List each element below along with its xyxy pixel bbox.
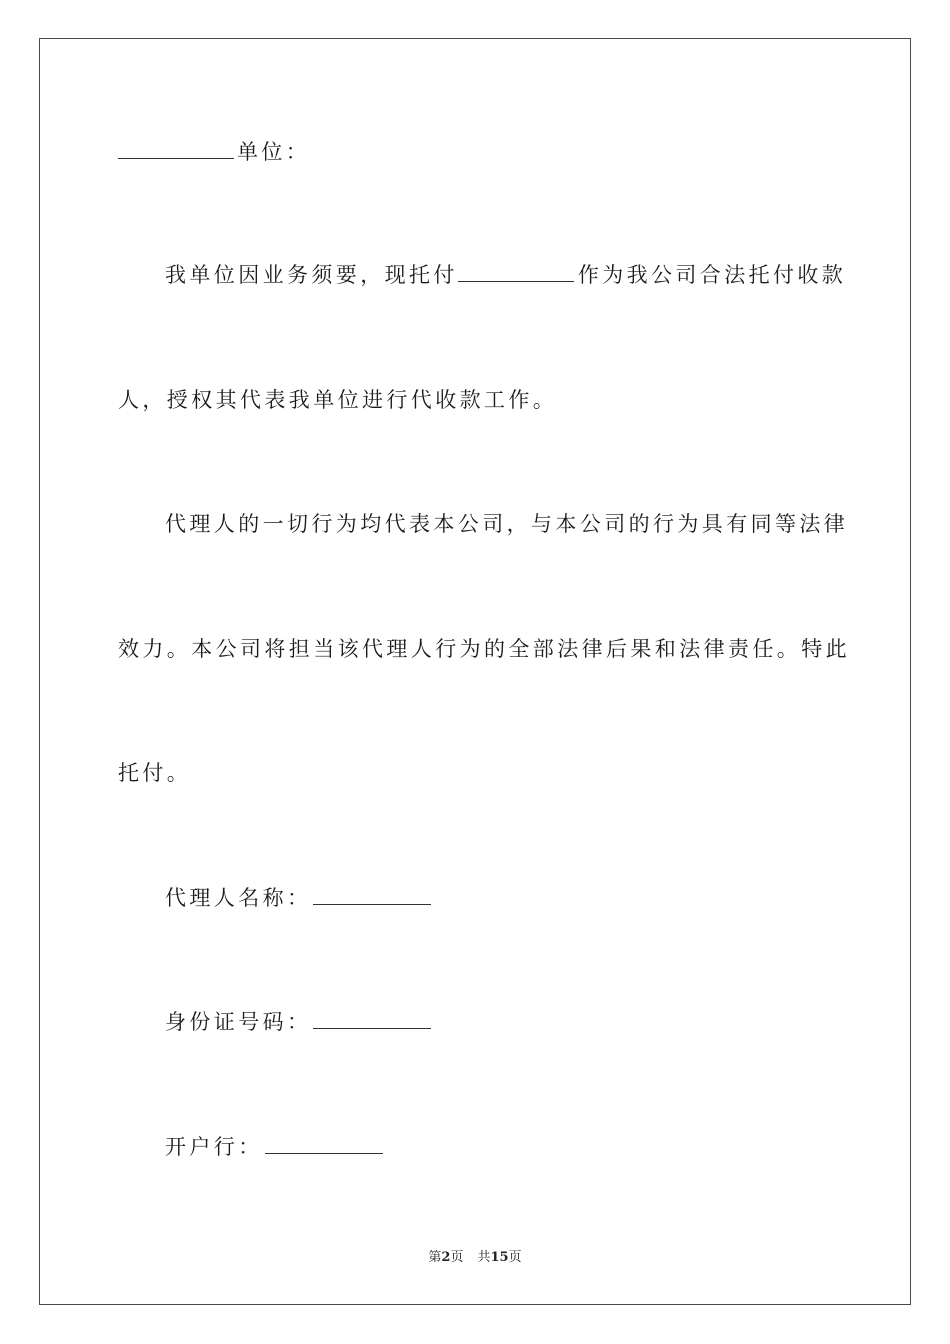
paragraph-2-line-1 xyxy=(165,509,885,539)
agent-name-field xyxy=(165,883,885,913)
paragraph-2-line-3 xyxy=(118,758,838,788)
salutation-suffix: 单位： xyxy=(237,140,311,164)
para2-text-line3: 托付。 xyxy=(118,761,192,785)
para2-text-line1: 代理人的一切行为均代表本公司，与本公司的行为具有同等法律 xyxy=(165,512,849,536)
bank-field xyxy=(165,1132,885,1162)
agent-name-blank[interactable] xyxy=(313,884,431,905)
total-prefix: 共 xyxy=(477,1250,491,1265)
id-number-blank[interactable] xyxy=(313,1008,431,1029)
paragraph-1-line-1 xyxy=(165,260,885,290)
para1-text-before: 我单位因业务须要，现托付 xyxy=(165,263,458,287)
paragraph-2-line-2 xyxy=(118,634,850,664)
id-number-label: 身份证号码： xyxy=(165,1010,312,1034)
bank-label: 开户行： xyxy=(165,1135,263,1159)
id-number-field xyxy=(165,1007,885,1037)
para1-text-line2: 人，授权其代表我单位进行代收款工作。 xyxy=(118,388,558,412)
page-prefix: 第 xyxy=(428,1250,442,1265)
total-suffix: 页 xyxy=(508,1250,522,1265)
agent-name-label: 代理人名称： xyxy=(165,886,312,910)
unit-name-blank[interactable] xyxy=(118,138,234,159)
salutation-line xyxy=(118,137,838,167)
delegate-name-blank[interactable] xyxy=(458,261,574,282)
page-suffix: 页 xyxy=(450,1250,464,1265)
page-footer xyxy=(0,1246,950,1265)
paragraph-1-line-2 xyxy=(118,385,838,415)
page-total: 15 xyxy=(490,1250,509,1265)
bank-blank[interactable] xyxy=(265,1133,383,1154)
para1-text-after: 作为我公司合法托付收款 xyxy=(577,263,847,287)
page-current: 2 xyxy=(441,1250,451,1265)
page-frame xyxy=(39,38,911,1305)
para2-text-line2: 效力。本公司将担当该代理人行为的全部法律后果和法律责任。特此 xyxy=(118,637,850,661)
